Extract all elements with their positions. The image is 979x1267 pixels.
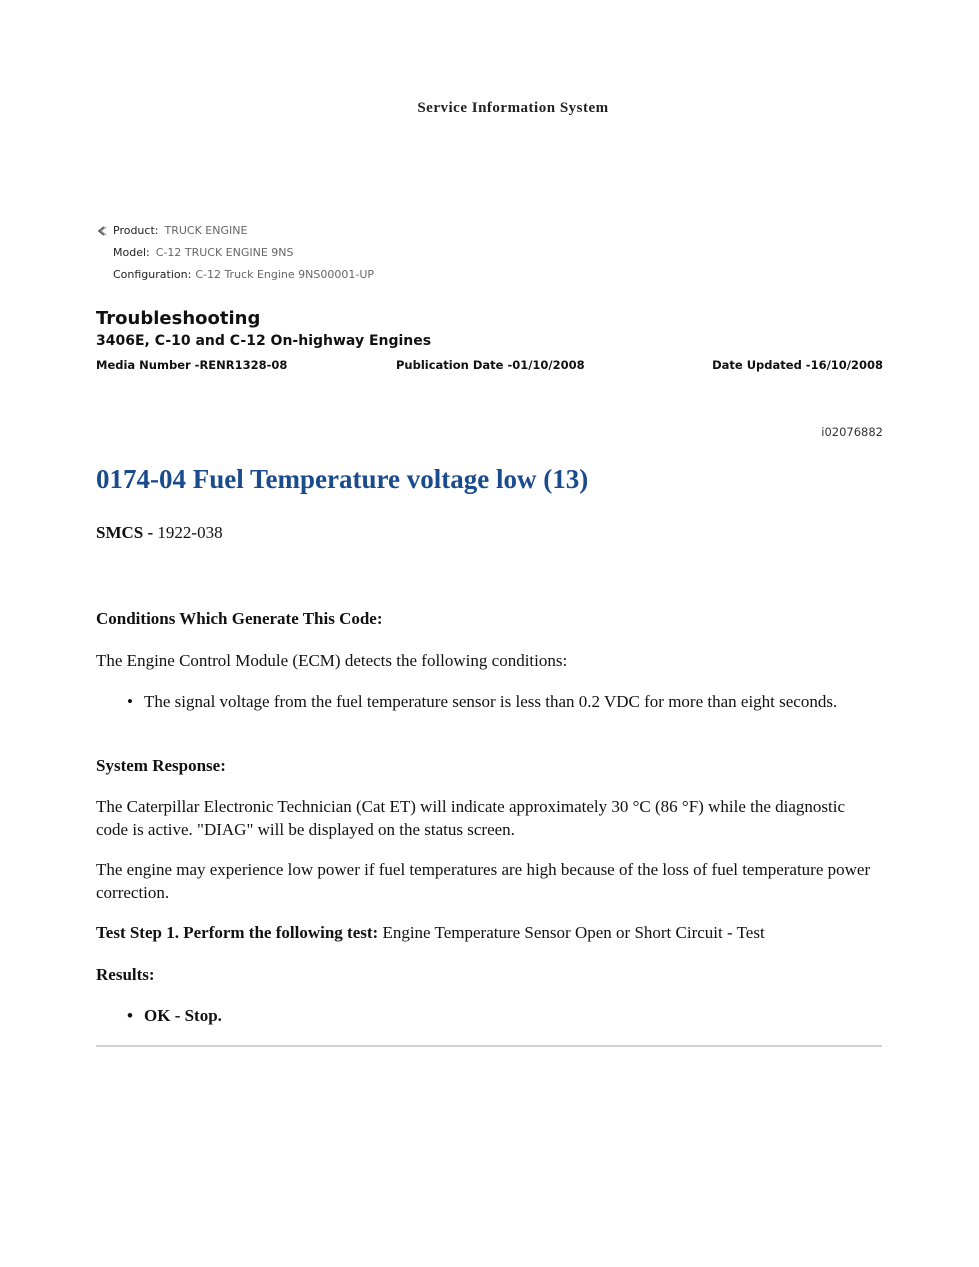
response-heading: System Response: [96, 756, 226, 775]
page-title: 0174-04 Fuel Temperature voltage low (13) [96, 464, 589, 494]
product-value: TRUCK ENGINE [164, 224, 248, 237]
list-item: • The signal voltage from the fuel temperature sensor is less than 0.2 VDC for more than eight seconds. [96, 691, 881, 714]
configuration-label: Configuration: [113, 268, 192, 281]
chevron-left-icon[interactable] [97, 226, 107, 236]
date-updated: Date Updated -16/10/2008 [712, 358, 883, 372]
results-list [96, 1005, 881, 1028]
smcs-value: 1922-038 [157, 523, 223, 542]
test-step-line [96, 922, 881, 945]
test-step-label: Test Step 1. Perform the following test: [96, 923, 379, 942]
conditions-heading: Conditions Which Generate This Code: [96, 609, 383, 628]
configuration-value: C-12 Truck Engine 9NS00001-UP [195, 268, 375, 281]
response-paragraph-1: The Caterpillar Electronic Technician (Cat ET) will indicate approximately 30 °C (86 °F) while the diagnostic code is active. "DIAG" will be displayed on the status screen. [96, 797, 846, 839]
test-step-value: Engine Temperature Sensor Open or Short Circuit - Test [378, 923, 765, 942]
configuration-row [113, 268, 374, 281]
media-number: Media Number -RENR1328-08 [96, 358, 288, 372]
response-paragraph-2: The engine may experience low power if fuel temperatures are high because of the loss of fuel temperature power correction. [96, 860, 871, 902]
smcs-label: SMCS - [96, 523, 158, 542]
document-type: Troubleshooting [96, 308, 261, 329]
smcs-line [96, 522, 881, 545]
divider [96, 1045, 882, 1047]
list-item: • OK - Stop. [96, 1005, 881, 1028]
document-id: i02076882 [821, 425, 883, 439]
product-label: Product: [113, 224, 159, 237]
model-value: C-12 TRUCK ENGINE 9NS [155, 246, 294, 259]
conditions-intro: The Engine Control Module (ECM) detects the following conditions: [96, 651, 568, 670]
conditions-list [96, 691, 881, 714]
document-subtitle: 3406E, C-10 and C-12 On-highway Engines [96, 333, 432, 349]
product-row [113, 224, 247, 237]
publication-date: Publication Date -01/10/2008 [396, 358, 585, 372]
results-heading: Results: [96, 965, 155, 984]
model-row [113, 246, 294, 259]
system-title: Service Information System [417, 100, 609, 116]
model-label: Model: [113, 246, 150, 259]
